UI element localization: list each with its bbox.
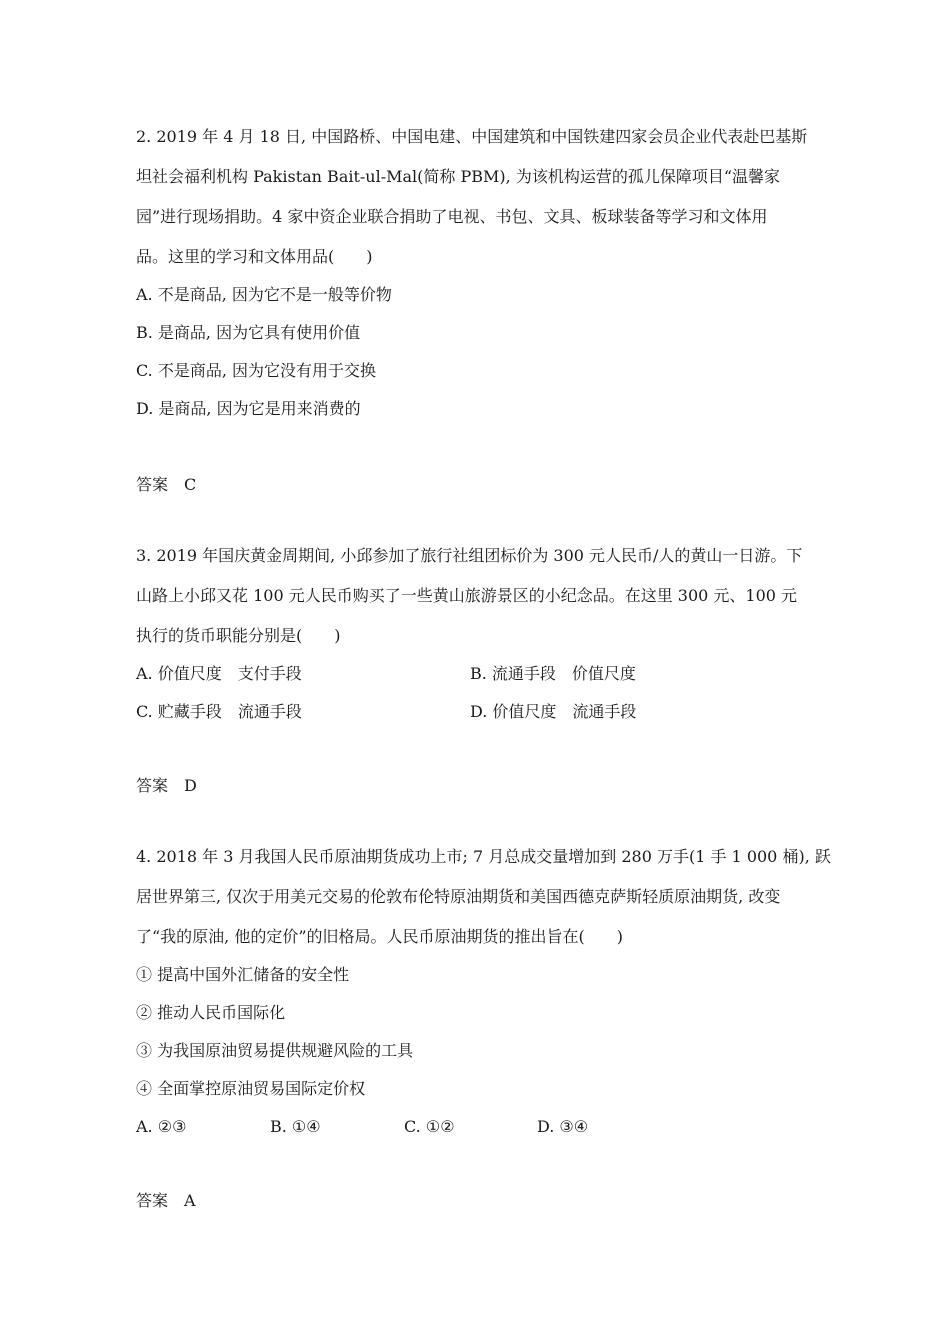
stem-line: 了“我的原油, 他的定价”的旧格局。人民币原油期货的推出旨在( ) (136, 927, 624, 946)
option-a: A. 不是商品, 因为它不是一般等价物 (136, 285, 392, 304)
stem-line: 4. 2018 年 3 月我国人民币原油期货成功上市; 7 月总成交量增加到 280 万手(1 手 1 000 桶), 跃 (136, 847, 831, 866)
option-a: A. 价值尺度 支付手段 (136, 664, 302, 683)
option-b: B. ①④ (270, 1117, 321, 1136)
answer-3: 答案 D (136, 776, 197, 795)
statement-1: ① 提高中国外汇储备的安全性 (136, 965, 350, 984)
statement-4: ④ 全面掌控原油贸易国际定价权 (136, 1079, 366, 1098)
statement-3: ③ 为我国原油贸易提供规避风险的工具 (136, 1041, 414, 1060)
stem-line: 执行的货币职能分别是( ) (136, 626, 341, 645)
question-4-stem (136, 847, 831, 947)
question-2-stem (136, 127, 816, 267)
question-2 (136, 127, 816, 437)
option-c: C. 不是商品, 因为它没有用于交换 (136, 361, 377, 380)
stem-line: 园”进行现场捐助。4 家中资企业联合捐助了电视、书包、文具、板球装备等学习和文体用 (136, 207, 768, 226)
question-3-stem (136, 546, 816, 646)
option-d: D. 是商品, 因为它是用来消费的 (136, 399, 361, 418)
stem-line: 3. 2019 年国庆黄金周期间, 小邱参加了旅行社组团标价为 300 元人民币/人的黄山一日游。下 (136, 546, 803, 565)
options-row (136, 664, 816, 684)
option-d: D. 价值尺度 流通手段 (470, 702, 637, 721)
answer-4: 答案 A (136, 1191, 196, 1210)
question-4 (136, 847, 831, 1155)
options-row (136, 1117, 816, 1137)
stem-line: 山路上小邱又花 100 元人民币购买了一些黄山旅游景区的小纪念品。在这里 300 元、100 元 (136, 586, 798, 605)
options-row (136, 702, 816, 722)
answer-2: 答案 C (136, 475, 197, 494)
option-d: D. ③④ (537, 1117, 589, 1136)
option-c: C. 贮藏手段 流通手段 (136, 702, 302, 721)
option-b: B. 流通手段 价值尺度 (470, 664, 636, 683)
question-3 (136, 546, 816, 740)
stem-line: 品。这里的学习和文体用品( ) (136, 247, 373, 266)
option-b: B. 是商品, 因为它具有使用价值 (136, 323, 361, 342)
option-c: C. ①② (404, 1117, 455, 1136)
stem-line: 居世界第三, 仅次于用美元交易的伦敦布伦特原油期货和美国西德克萨斯轻质原油期货, 改变 (136, 887, 781, 906)
stem-line: 坦社会福利机构 Pakistan Bait-ul-Mal(简称 PBM), 为该机构运营的孤儿保障项目“温馨家 (136, 167, 781, 186)
option-a: A. ②③ (136, 1117, 187, 1136)
statement-2: ② 推动人民币国际化 (136, 1003, 286, 1022)
stem-line: 2. 2019 年 4 月 18 日, 中国路桥、中国电建、中国建筑和中国铁建四家会员企业代表赴巴基斯 (136, 127, 808, 146)
